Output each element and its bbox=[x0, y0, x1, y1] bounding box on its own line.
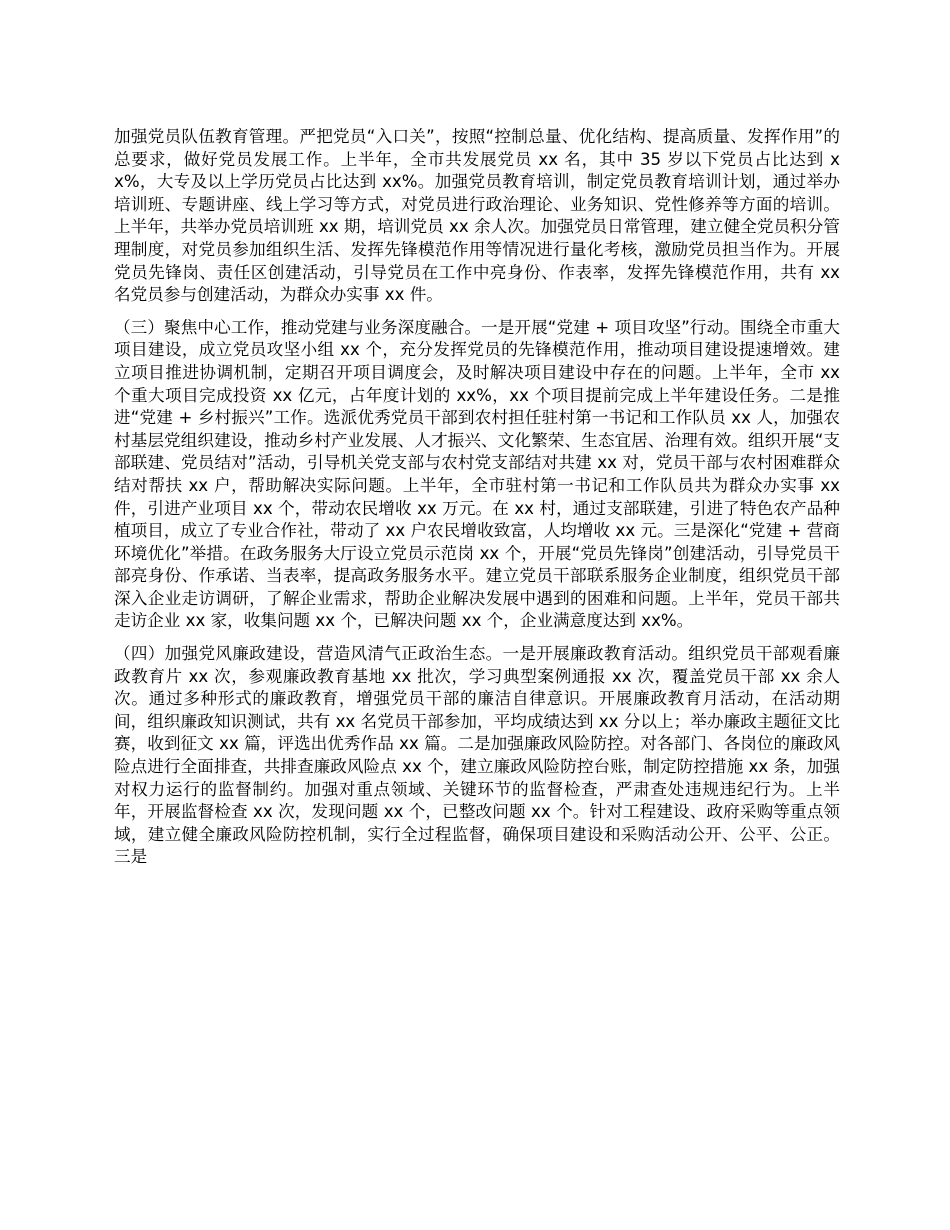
paragraph-party-member-management: 加强党员队伍教育管理。严把党员“入口关”，按照“控制总量、优化结构、提高质量、发挥作用”的总要求，做好党员发展工作。上半年，全市共发展党员 xx 名，其中 35 岁以下党员占比达到 xx%，大专及以上学历党员占比达到 xx%。加强党员教育培训，制定党员教育培训计划，通过举办培训班、专题讲座、线上学习等方式，对党员进行政治理论、业务知识、党性修养等方面的培训。上半年，共举办党员培训班 xx 期，培训党员 xx 余人次。加强党员日常管理，建立健全党员积分管理制度，对党员参加组织生活、发挥先锋模范作用等情况进行量化考核，激励党员担当作为。开展党员先锋岗、责任区创建活动，引导党员在工作中亮身份、作表率，发挥先锋模范作用，共有 xx 名党员参与创建活动，为群众办实事 xx 件。 bbox=[114, 127, 840, 305]
paragraph-clean-governance: （四）加强党风廉政建设，营造风清气正政治生态。一是开展廉政教育活动。组织党员干部观看廉政教育片 xx 次，参观廉政教育基地 xx 批次，学习典型案例通报 xx 次，覆盖党员干部 xx 余人次。通过多种形式的廉政教育，增强党员干部的廉洁自律意识。开展廉政教育月活动，在活动期间，组织廉政知识测试，共有 xx 名党员干部参加，平均成绩达到 xx 分以上；举办廉政主题征文比赛，收到征文 xx 篇，评选出优秀作品 xx 篇。二是加强廉政风险防控。对各部门、各岗位的廉政风险点进行全面排查，共排查廉政风险点 xx 个，建立廉政风险防控台账，制定防控措施 xx 条，加强对权力运行的监督制约。加强对重点领域、关键环节的监督检查，严肃查处违规违纪行为。上半年，开展监督检查 xx 次，发现问题 xx 个，已整改问题 xx 个。针对工程建设、政府采购等重点领域，建立健全廉政风险防控机制，实行全过程监督，确保项目建设和采购活动公开、公平、公正。三是 bbox=[114, 644, 840, 867]
paragraph-party-building-integration: （三）聚焦中心工作，推动党建与业务深度融合。一是开展“党建 + 项目攻坚”行动。围绕全市重大项目建设，成立党员攻坚小组 xx 个，充分发挥党员的先锋模范作用，推动项目建设提速增效。建立项目推进协调机制，定期召开项目调度会，及时解决项目建设中存在的问题。上半年，全市 xx 个重大项目完成投资 xx 亿元，占年度计划的 xx%，xx 个项目提前完成上半年建设任务。二是推进“党建 + 乡村振兴”工作。选派优秀党员干部到农村担任驻村第一书记和工作队员 xx 人，加强农村基层党组织建设，推动乡村产业发展、人才振兴、文化繁荣、生态宜居、治理有效。组织开展“支部联建、党员结对”活动，引导机关党支部与农村党支部结对共建 xx 对，党员干部与农村困难群众结对帮扶 xx 户，帮助解决实际问题。上半年，全市驻村第一书记和工作队员共为群众办实事 xx 件，引进产业项目 xx 个，带动农民增收 xx 万元。在 xx 村，通过支部联建，引进了特色农产品种植项目，成立了专业合作社，带动了 xx 户农民增收致富，人均增收 xx 元。三是深化“党建 + 营商环境优化”举措。在政务服务大厅设立党员示范岗 xx 个，开展“党员先锋岗”创建活动，引导党员干部亮身份、作承诺、当表率，提高政务服务水平。建立党员干部联系服务企业制度，组织党员干部深入企业走访调研，了解企业需求，帮助企业解决发展中遇到的困难和问题。上半年，党员干部共走访企业 xx 家，收集问题 xx 个，已解决问题 xx 个，企业满意度达到 xx%。 bbox=[114, 317, 840, 631]
document-page bbox=[114, 126, 840, 879]
